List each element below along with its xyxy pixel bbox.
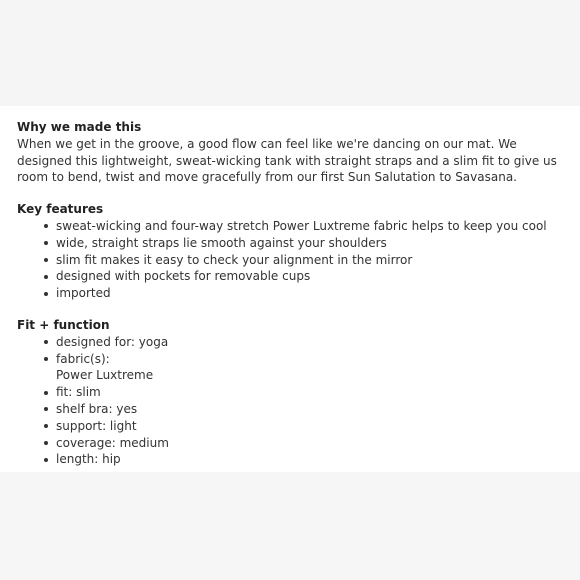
features-list: [17, 218, 562, 302]
fit-heading: Fit + function: [17, 317, 110, 332]
features-heading: Key features: [17, 202, 104, 217]
fabric-value: Power Luxtreme: [56, 368, 154, 383]
fit-item: designed for: yoga: [56, 334, 562, 351]
feature-item: imported: [56, 285, 562, 302]
section-spacer: [17, 186, 562, 201]
fit-item: fit: slim: [56, 384, 562, 401]
section-spacer: [17, 302, 562, 317]
product-details-panel: [0, 106, 580, 472]
fit-item: length: hip: [56, 451, 562, 468]
why-heading: Why we made this: [17, 120, 142, 134]
fit-item-fabric: [56, 351, 562, 385]
feature-item: slim fit makes it easy to check your alignment in the mirror: [56, 252, 562, 269]
fabric-label: fabric(s):: [56, 351, 110, 366]
fit-item: coverage: medium: [56, 435, 562, 452]
fit-list: [17, 334, 562, 468]
bottom-background-band: [0, 472, 580, 580]
fit-item: support: light: [56, 418, 562, 435]
top-background-band: [0, 0, 580, 106]
feature-item: designed with pockets for removable cups: [56, 268, 562, 285]
fit-item: shelf bra: yes: [56, 401, 562, 418]
feature-item: sweat-wicking and four-way stretch Power Luxtreme fabric helps to keep you cool: [56, 218, 562, 235]
feature-item: wide, straight straps lie smooth against your shoulders: [56, 235, 562, 252]
why-body: When we get in the groove, a good flow can feel like we're dancing on our mat. We designed this lightweight, sweat-wicking tank with straight straps and a slim fit to give us room to bend, twist and move gracefully from our first Sun Salutation to Savasana.: [17, 136, 557, 185]
